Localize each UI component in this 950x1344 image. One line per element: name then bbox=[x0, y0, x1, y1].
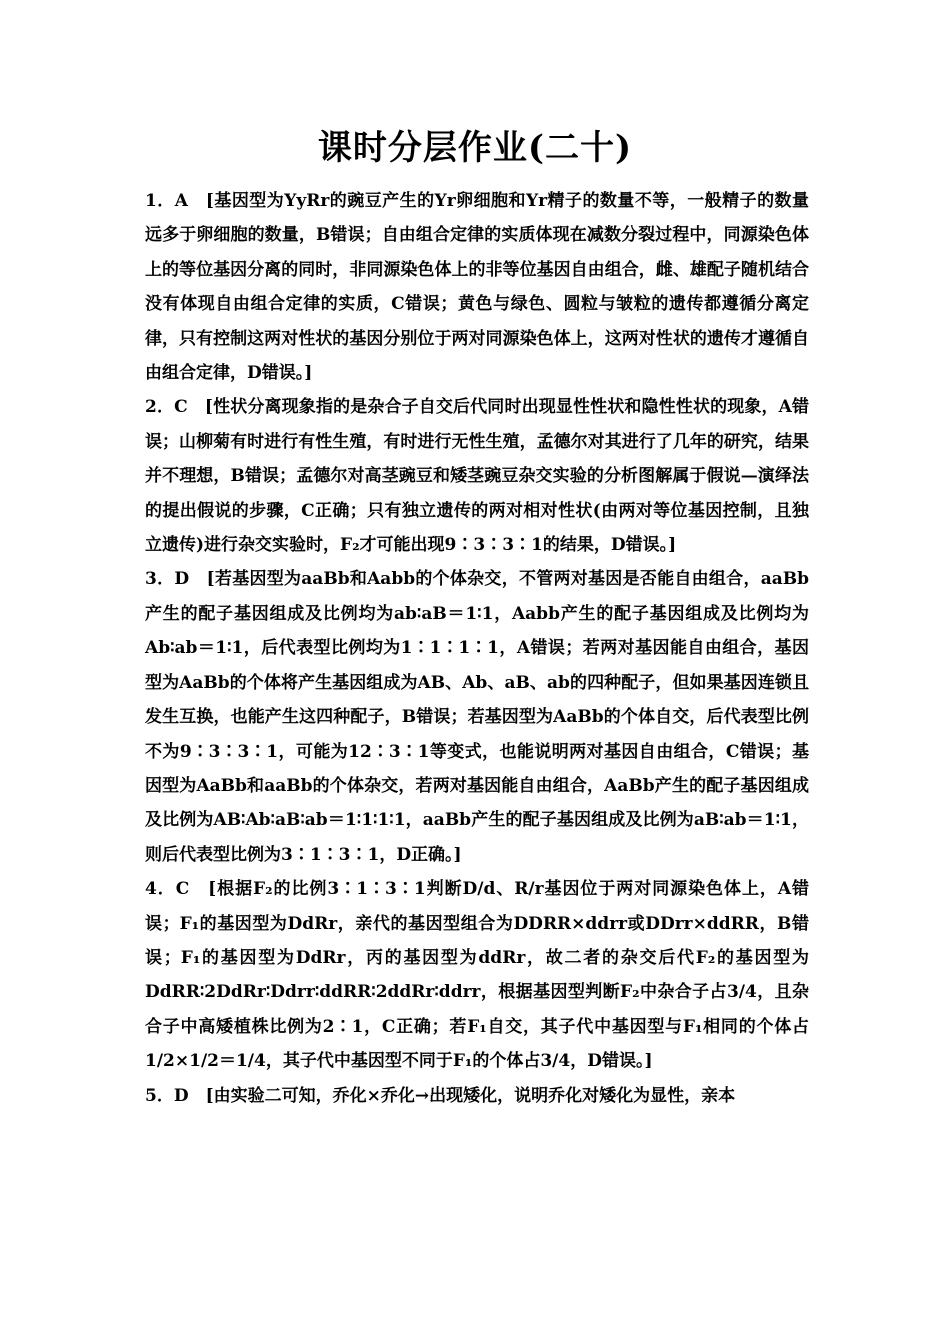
answer-item-2: 2．C [性状分离现象指的是杂合子自交后代同时出现显性性状和隐性性状的现象，A错误；山柳菊有时进行有性生殖，有时进行无性生殖，孟德尔对其进行了几年的研究，结果并不理想，B错误；孟德尔对高茎豌豆和矮茎豌豆杂交实验的分析图解属于假说—演绎法的提出假说的步骤，C正确；只有独立遗传的两对相对性状(由两对等位基因控制，且独立遗传)进行杂交实验时，F₂才可能出现9∶3∶3∶1的结果，D错误。] bbox=[145, 397, 809, 556]
page-title: 课时分层作业(二十) bbox=[317, 128, 633, 168]
answer-list bbox=[145, 184, 809, 1113]
answer-item-4: 4．C [根据F₂的比例3∶1∶3∶1判断D/d、R/r基因位于两对同源染色体上，A错误；F₁的基因型为DdRr，亲代的基因型组合为DDRR×ddrr或DDrr×ddRR，B错误；F₁的基因型为DdRr，丙的基因型为ddRr，故二者的杂交后代F₂的基因型为DdRR∶2DdRr∶Ddrr∶ddRR∶2ddRr∶ddrr，根据基因型判断F₂中杂合子占3/4，且杂合子中高矮植株比例为2∶1，C正确；若F₁自交，其子代中基因型与F₁相同的个体占1/2×1/2＝1/4，其子代中基因型不同于F₁的个体占3/4，D错误。] bbox=[145, 879, 809, 1072]
answer-item-1: 1．A [基因型为YyRr的豌豆产生的Yr卵细胞和Yr精子的数量不等，一般精子的数量远多于卵细胞的数量，B错误；自由组合定律的实质体现在减数分裂过程中，同源染色体上的等位基因分离的同时，非同源染色体上的非等位基因自由组合，雌、雄配子随机结合没有体现自由组合定律的实质，C错误；黄色与绿色、圆粒与皱粒的遗传都遵循分离定律，只有控制这两对性状的基因分别位于两对同源染色体上，这两对性状的遗传才遵循自由组合定律，D错误。] bbox=[145, 191, 809, 384]
answer-item-5: 5．D [由实验二可知，乔化×乔化→出现矮化，说明乔化对矮化为显性，亲本 bbox=[145, 1085, 736, 1106]
answer-item-3: 3．D [若基因型为aaBb和Aabb的个体杂交，不管两对基因是否能自由组合，aaBb产生的配子基因组成及比例均为ab∶aB＝1∶1，Aabb产生的配子基因组成及比例均为Ab∶ab＝1∶1，后代表型比例均为1∶1∶1∶1，A错误；若两对基因能自由组合，基因型为AaBb的个体将产生基因组成为AB、Ab、aB、ab的四种配子，但如果基因连锁且发生互换，也能产生这四种配子，B错误；若基因型为AaBb的个体自交，后代表型比例不为9∶3∶3∶1，可能为12∶3∶1等变式，也能说明两对基因自由组合，C错误；基因型为AaBb和aaBb的个体杂交，若两对基因能自由组合，AaBb产生的配子基因组成及比例为AB∶Ab∶aB∶ab＝1∶1∶1∶1，aaBb产生的配子基因组成及比例为aB∶ab＝1∶1，则后代表型比例为3∶1∶3∶1，D正确。] bbox=[145, 569, 809, 865]
